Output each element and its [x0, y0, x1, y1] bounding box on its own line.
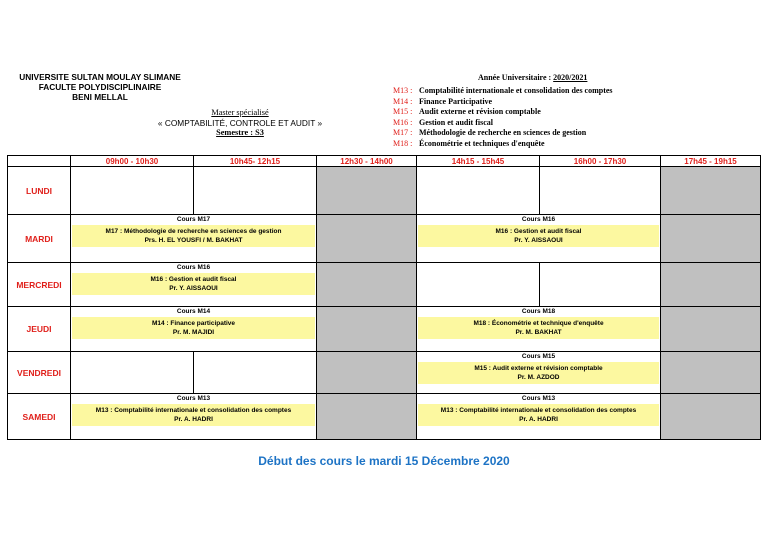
break-slot: [661, 307, 761, 352]
course-title: M13 : Comptabilité internationale et consolidation des comptes: [95, 407, 292, 414]
course-label: Cours M18: [521, 308, 556, 315]
course-label: Cours M16: [176, 264, 211, 271]
module-item: [393, 86, 613, 97]
course-title: M16 : Gestion et audit fiscal: [150, 276, 237, 283]
timeslot-header: 09h00 - 10h30: [71, 156, 194, 167]
timeslot-header: 16h00 - 17h30: [540, 156, 661, 167]
break-slot: [661, 394, 761, 440]
course-title: M15 : Audit externe et révision comptable: [474, 365, 603, 372]
course-box: [72, 225, 315, 247]
course-title: M14 : Finance participative: [151, 320, 236, 327]
course-label: Cours M14: [176, 308, 211, 315]
day-row-lundi: [8, 167, 761, 215]
module-item: [393, 139, 613, 150]
academic-year-value: 2020/2021: [553, 73, 588, 82]
academic-year-label: Année Universitaire :: [478, 73, 554, 82]
course-teacher: Pr. Y. AISSAOUI: [514, 237, 563, 244]
course-label: Cours M13: [176, 395, 211, 402]
city-name: BENI MELLAL: [72, 92, 128, 102]
empty-slot: [194, 352, 317, 394]
day-row-mardi: [8, 215, 761, 263]
empty-slot: [71, 167, 194, 215]
break-slot: [317, 394, 417, 440]
program-title: [140, 108, 340, 138]
module-code: M16 :: [393, 117, 413, 127]
day-row-samedi: [8, 394, 761, 440]
course-box: [418, 362, 659, 384]
course-box: [418, 225, 659, 247]
break-slot: [317, 263, 417, 307]
module-name: Gestion et audit fiscal: [419, 117, 493, 127]
module-code: M15 :: [393, 107, 413, 116]
module-item: [393, 118, 613, 129]
empty-slot: [540, 263, 661, 307]
header-corner: [8, 156, 71, 167]
break-slot: [317, 352, 417, 394]
timeslot-header: 14h15 - 15h45: [417, 156, 540, 167]
day-label: MARDI: [8, 215, 71, 263]
faculty-name: FACULTE POLYDISCIPLINAIRE: [38, 82, 162, 92]
course-cell: [417, 215, 661, 263]
master-label: Master spécialisé: [211, 108, 269, 117]
timeslot-header: 17h45 - 19h15: [661, 156, 761, 167]
course-cell: [71, 215, 317, 263]
day-label: MERCREDI: [8, 263, 71, 307]
module-name: Méthodologie de recherche en sciences de gestion: [419, 128, 587, 137]
break-slot: [317, 167, 417, 215]
semester-label: Semestre : S3: [216, 128, 264, 137]
course-teacher: Pr. M. BAKHAT: [515, 329, 562, 336]
day-row-jeudi: [8, 307, 761, 352]
day-label: JEUDI: [8, 307, 71, 352]
break-slot: [317, 215, 417, 263]
course-teacher: Pr. M. AZDOD: [517, 374, 560, 381]
module-list: [393, 86, 613, 149]
module-name: Finance Participative: [419, 96, 493, 106]
course-title: M13 : Comptabilité internationale et consolidation des comptes: [440, 407, 637, 414]
institution-header: [0, 72, 200, 102]
break-slot: [661, 263, 761, 307]
course-label: Cours M17: [176, 216, 211, 223]
module-code: M14 :: [393, 96, 413, 106]
module-item: [393, 107, 613, 118]
course-teacher: Prs. H. EL YOUSFI / M. BAKHAT: [144, 237, 243, 244]
course-teacher: Pr. Y. AISSAOUI: [169, 285, 218, 292]
course-box: [72, 273, 315, 295]
module-name: Économétrie et techniques d'enquête: [419, 138, 545, 148]
module-name: Comptabilité internationale et consolidation des comptes: [419, 86, 613, 95]
course-box: [72, 317, 315, 339]
course-box: [418, 404, 659, 426]
course-label: Cours M16: [521, 216, 556, 223]
course-cell: [417, 352, 661, 394]
empty-slot: [540, 167, 661, 215]
module-code: M13 :: [393, 86, 413, 95]
timeslot-header: 12h30 - 14h00: [317, 156, 417, 167]
empty-slot: [194, 167, 317, 215]
break-slot: [661, 352, 761, 394]
timetable: [7, 155, 761, 440]
university-name: UNIVERSITE SULTAN MOULAY SLIMANE: [19, 72, 181, 82]
break-slot: [661, 167, 761, 215]
course-cell: [71, 263, 317, 307]
timeslot-header: 10h45- 12h15: [194, 156, 317, 167]
day-label: SAMEDI: [8, 394, 71, 440]
course-cell: [71, 394, 317, 440]
course-teacher: Pr. A. HADRI: [519, 416, 558, 423]
module-item: [393, 128, 613, 139]
module-item: [393, 97, 613, 108]
empty-slot: [417, 167, 540, 215]
course-label: Cours M15: [521, 353, 556, 360]
course-cell: [71, 307, 317, 352]
day-row-vendredi: [8, 352, 761, 394]
academic-year: [478, 73, 587, 82]
master-name: « COMPTABILITÉ, CONTROLE ET AUDIT »: [157, 118, 323, 128]
module-name: Audit externe et révision comptable: [419, 107, 541, 116]
timetable-header-row: [8, 156, 761, 167]
break-slot: [317, 307, 417, 352]
module-code: M18 :: [393, 138, 413, 148]
course-title: M16 : Gestion et audit fiscal: [495, 228, 582, 235]
course-title: M18 : Économétrie et technique d'enquête: [473, 320, 604, 327]
course-teacher: Pr. M. MAJIDI: [172, 329, 215, 336]
course-start-notice: Début des cours le mardi 15 Décembre 2020: [258, 454, 510, 468]
course-title: M17 : Méthodologie de recherche en sciences de gestion: [105, 228, 282, 235]
course-box: [418, 317, 659, 339]
module-code: M17 :: [393, 128, 413, 137]
course-box: [72, 404, 315, 426]
empty-slot: [417, 263, 540, 307]
day-row-mercredi: [8, 263, 761, 307]
empty-slot: [71, 352, 194, 394]
course-label: Cours M13: [521, 395, 556, 402]
course-cell: [417, 394, 661, 440]
day-label: VENDREDI: [8, 352, 71, 394]
course-teacher: Pr. A. HADRI: [174, 416, 213, 423]
break-slot: [661, 215, 761, 263]
day-label: LUNDI: [8, 167, 71, 215]
course-cell: [417, 307, 661, 352]
